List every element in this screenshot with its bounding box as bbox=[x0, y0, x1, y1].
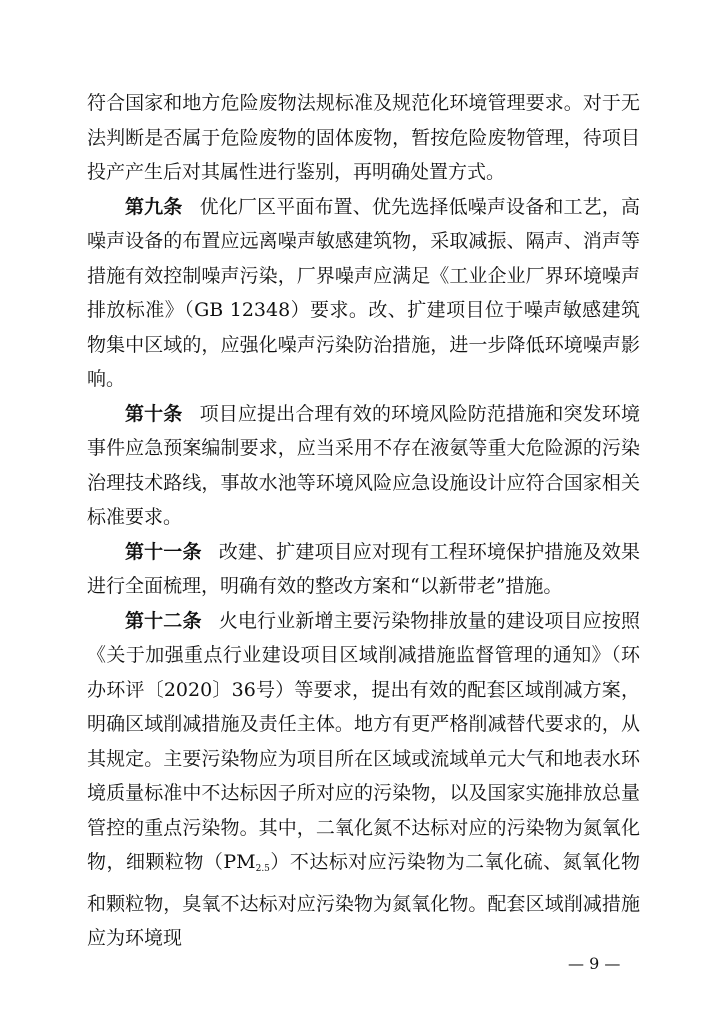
document-body bbox=[87, 86, 640, 956]
article-text: 项目应提出合理有效的环境风险防范措施和突发环境事件应急预案编制要求，应当采用不存在液氨等重大危险源的污染治理技术路线，事故水池等环境风险应急设施设计应符合国家相关标准要求。 bbox=[87, 402, 640, 528]
article-11 bbox=[87, 535, 640, 604]
paragraph-continuation bbox=[87, 86, 640, 190]
article-10 bbox=[87, 397, 640, 535]
article-heading: 第十一条 bbox=[125, 540, 202, 563]
article-heading: 第十二条 bbox=[125, 609, 202, 632]
paragraph-text: 符合国家和地方危险废物法规标准及规范化环境管理要求。对于无法判断是否属于危险废物的固体废物，暂按危险废物管理，待项目投产产生后对其属性进行鉴别，再明确处置方式。 bbox=[87, 92, 640, 183]
article-heading: 第十条 bbox=[125, 402, 183, 425]
article-text-part-2: ）不达标对应污染物为二氧化硫、氮氧化物和颗粒物，臭氧不达标对应污染物为氮氧化物。配套区域削减措施应为环境现 bbox=[87, 851, 640, 949]
article-heading: 第九条 bbox=[125, 195, 183, 218]
article-text-part-1: 火电行业新增主要污染物排放量的建设项目应按照《关于加强重点行业建设项目区域削减措施监督管理的通知》（环办环评〔2020〕36号）等要求，提出有效的配套区域削减方案，明确区域削减措施及责任主体。地方有更严格削减替代要求的，从其规定。主要污染物应为项目所在区域或流域单元大气和地表水环境质量标准中不达标因子所对应的污染物，以及国家实施排放总量管控的重点污染物。其中，二氧化氮不达标对应的污染物为氮氧化物，细颗粒物（PM bbox=[87, 609, 640, 873]
article-text: 优化厂区平面布置、优先选择低噪声设备和工艺，高噪声设备的布置应远离噪声敏感建筑物，采取减振、隔声、消声等措施有效控制噪声污染，厂界噪声应满足《工业企业厂界环境噪声排放标准》（GB 12348）要求。改、扩建项目位于噪声敏感建筑物集中区域的，应强化噪声污染防治措施，进一步降低环境噪声影响。 bbox=[87, 195, 640, 390]
article-9 bbox=[87, 190, 640, 397]
article-12 bbox=[87, 604, 640, 956]
article-text: 改建、扩建项目应对现有工程环境保护措施及效果进行全面梳理，明确有效的整改方案和“以新带老”措施。 bbox=[87, 540, 640, 597]
page-number: — 9 — bbox=[568, 954, 621, 973]
subscript-text: 2.5 bbox=[255, 864, 270, 874]
